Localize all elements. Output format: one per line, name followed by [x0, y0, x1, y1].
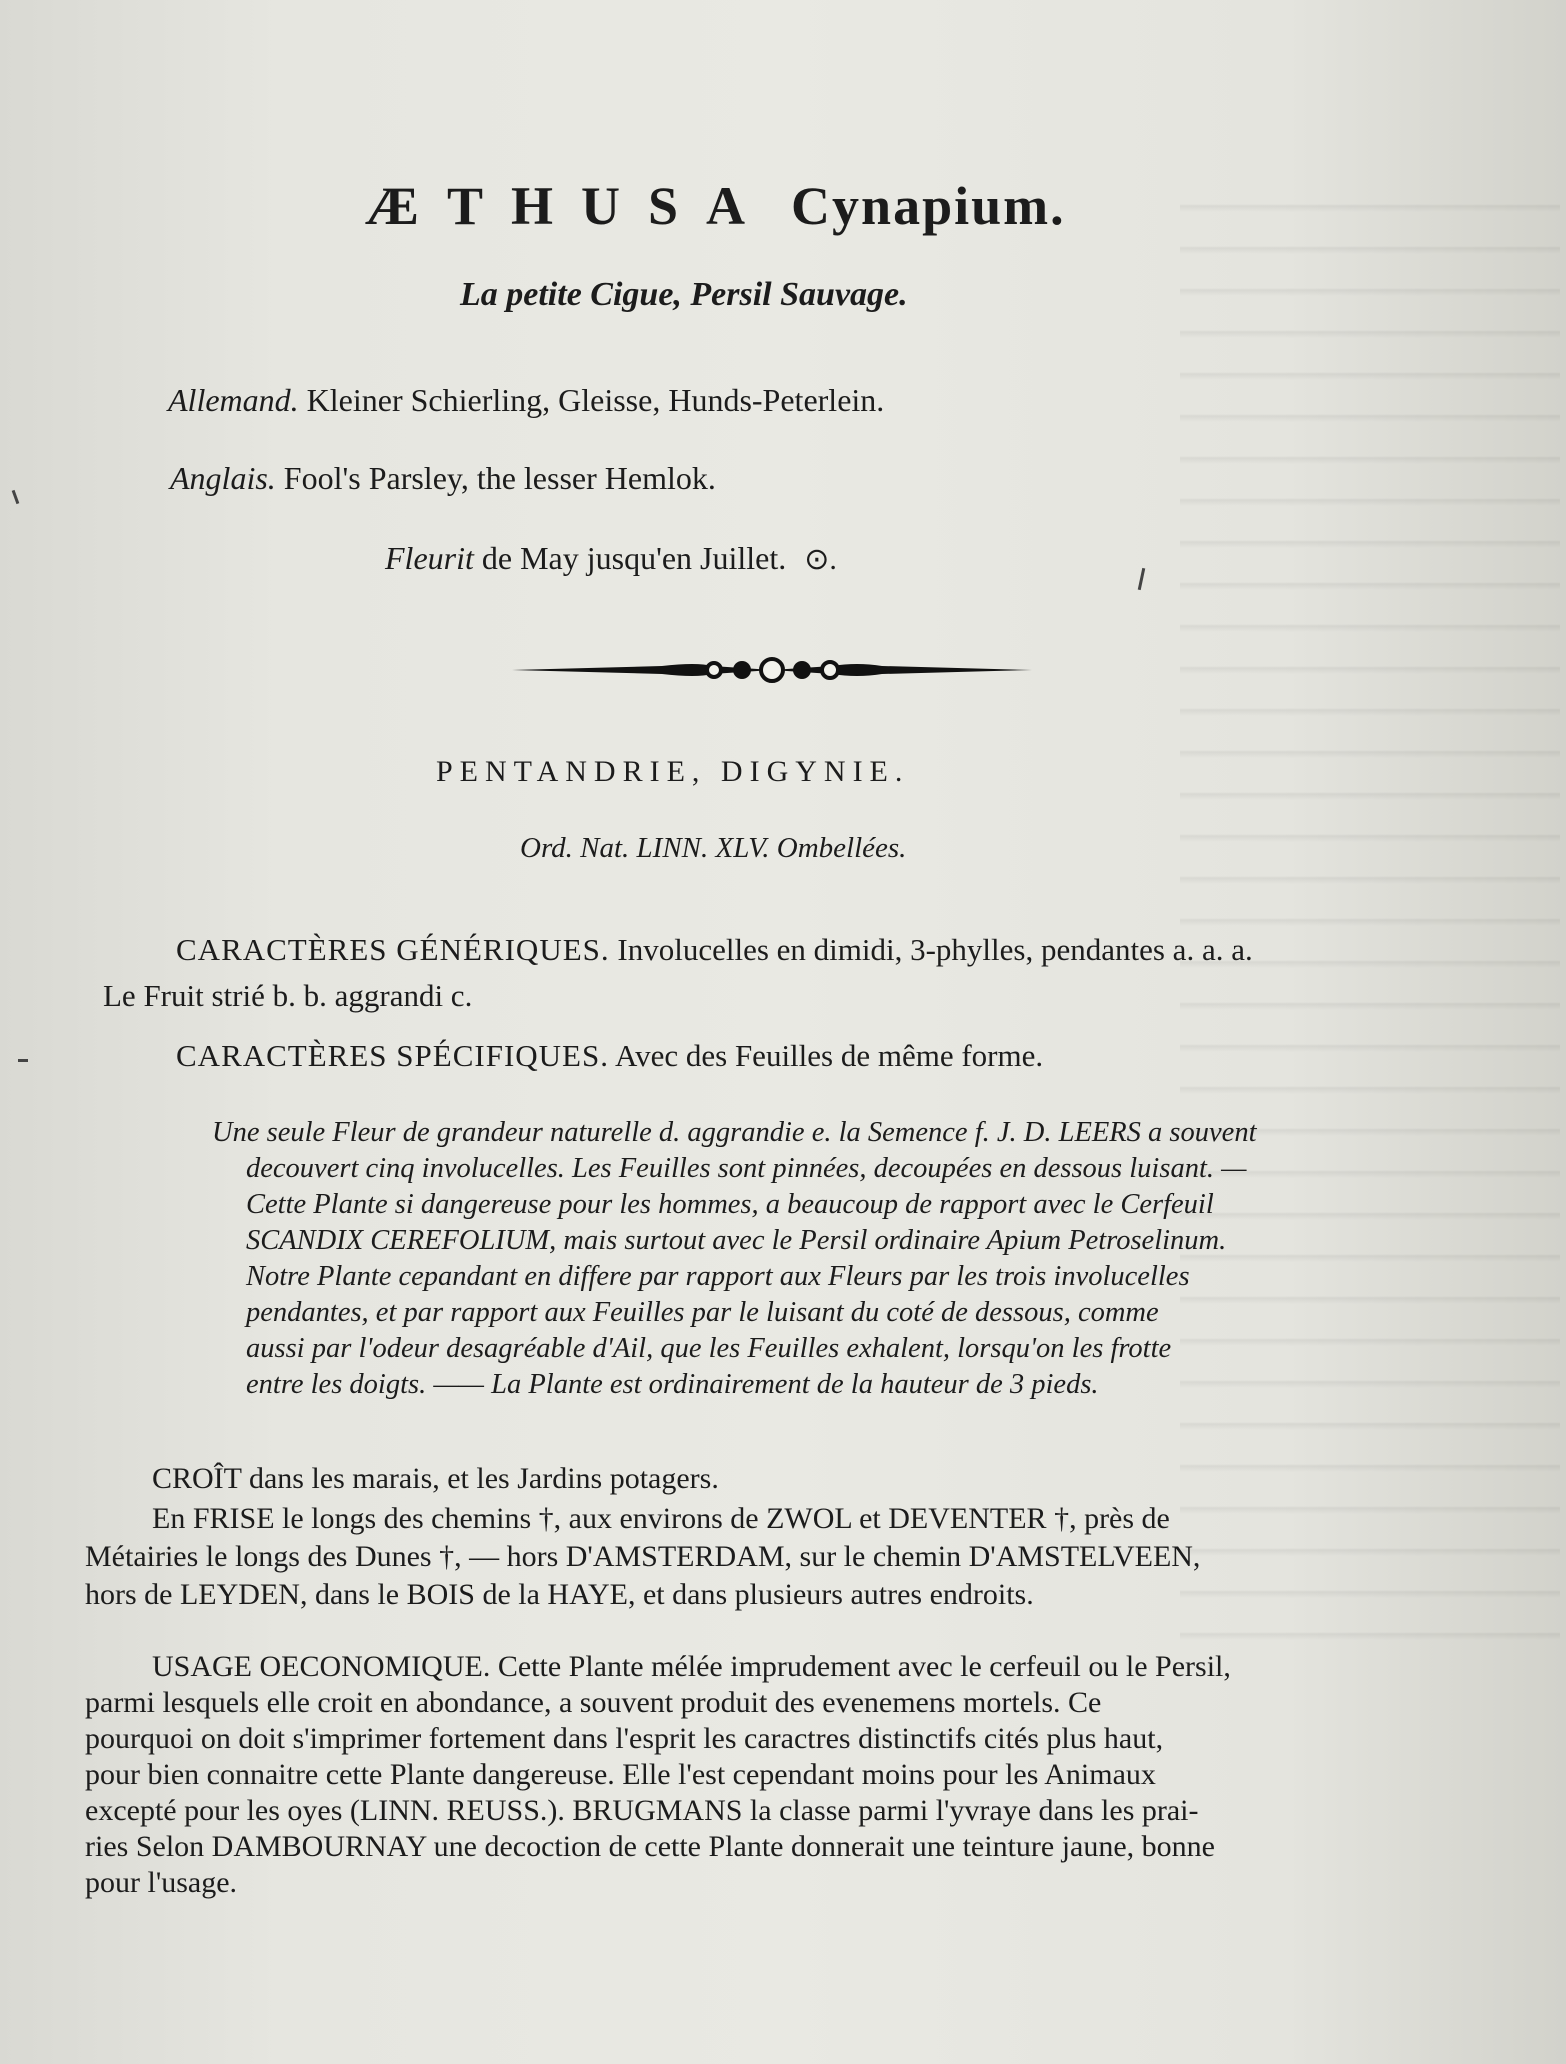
- german-names: [168, 382, 884, 419]
- common-names: La petite Cigue, Persil Sauvage.: [460, 276, 908, 313]
- usage-line: pour l'usage.: [85, 1866, 238, 1899]
- usage-line: excepté pour les oyes (LINN. REUSS.). BRUGMANS la classe parmi l'yvraye dans les prai-: [85, 1794, 1199, 1827]
- usage-line: pourquoi on doit s'imprimer fortement dans l'esprit les caractres distinctifs cités plus haut,: [85, 1722, 1164, 1755]
- english-names: [170, 460, 716, 497]
- species-name: Cynapium.: [791, 176, 1066, 236]
- generic-characters-continued: Le Fruit strié b. b. aggrandi c.: [103, 978, 473, 1013]
- description-line: pendantes, et par rapport aux Feuilles par le luisant du coté de dessous, comme: [246, 1297, 1159, 1328]
- habitat-line: Métairies le longs des Dunes †, — hors D'AMSTERDAM, sur le chemin D'AMSTELVEEN,: [85, 1540, 1201, 1573]
- bleed-through-text: [1180, 170, 1560, 1670]
- generic-label: CARACTÈRES GÉNÉRIQUES.: [176, 932, 610, 967]
- flowering-period: [385, 540, 837, 577]
- description-line: Une seule Fleur de grandeur naturelle d. aggrandie e. la Semence f. J. D. LEERS a souvent: [212, 1117, 1257, 1148]
- description-line: Notre Plante cepandant en differe par rapport aux Fleurs par les trois involucelles: [246, 1261, 1190, 1292]
- specific-text: Avec des Feuilles de même forme.: [615, 1038, 1044, 1073]
- linnaean-class: PENTANDRIE, DIGYNIE.: [436, 755, 910, 788]
- flower-text: de May jusqu'en Juillet.: [481, 540, 787, 576]
- flower-label: Fleurit: [385, 540, 474, 576]
- description-line: entre les doigts. —— La Plante est ordinairement de la hauteur de 3 pieds.: [246, 1369, 1099, 1400]
- usage-line: ries Selon DAMBOURNAY une decoction de cette Plante donnerait une teinture jaune, bonne: [85, 1830, 1215, 1863]
- natural-order: Ord. Nat. LINN. XLV. Ombellées.: [520, 832, 907, 864]
- margin-mark-top: [12, 490, 20, 504]
- page-title: [365, 175, 1066, 237]
- english-label: Anglais.: [170, 460, 276, 496]
- usage-line: parmi lesquels elle croit en abondance, a souvent produit des evenemens mortels. Ce: [85, 1686, 1102, 1719]
- description-line: Cette Plante si dangereuse pour les hommes, a beaucoup de rapport avec le Cerfeuil: [246, 1189, 1214, 1220]
- generic-text: Involucelles en dimidi, 3-phylles, pendantes a. a. a.: [617, 932, 1253, 967]
- specific-label: CARACTÈRES SPÉCIFIQUES.: [176, 1038, 609, 1073]
- margin-mark: [18, 1059, 28, 1062]
- specific-characters: [176, 1038, 1043, 1074]
- genus-name: ÆTHUSA: [365, 176, 774, 236]
- english-text: Fool's Parsley, the lesser Hemlok.: [283, 460, 716, 496]
- ink-mark: [1138, 568, 1146, 590]
- usage-line: pour bien connaitre cette Plante dangereuse. Elle l'est cependant moins pour les Animaux: [85, 1758, 1156, 1791]
- annual-symbol-icon: ⊙.: [804, 543, 837, 576]
- habitat-line: CROÎT dans les marais, et les Jardins potagers.: [152, 1462, 719, 1495]
- description-line: aussi par l'odeur desagréable d'Ail, que les Feuilles exhalent, lorsqu'on les frotte: [246, 1333, 1172, 1364]
- ornament-divider: [512, 652, 1032, 688]
- habitat-line: En FRISE le longs des chemins †, aux environs de ZWOL et DEVENTER †, près de: [152, 1502, 1170, 1535]
- habitat-line: hors de LEYDEN, dans le BOIS de la HAYE, et dans plusieurs autres endroits.: [85, 1578, 1034, 1611]
- generic-characters: [176, 932, 1253, 968]
- german-text: Kleiner Schierling, Gleisse, Hunds-Peterlein.: [306, 382, 885, 418]
- usage-line: USAGE OECONOMIQUE. Cette Plante mélée imprudement avec le cerfeuil ou le Persil,: [152, 1650, 1231, 1683]
- description-line: SCANDIX CEREFOLIUM, mais surtout avec le Persil ordinaire Apium Petroselinum.: [246, 1225, 1227, 1256]
- german-label: Allemand.: [168, 382, 299, 418]
- description-line: decouvert cinq involucelles. Les Feuilles sont pinnées, decoupées en dessous luisant. —: [246, 1153, 1247, 1184]
